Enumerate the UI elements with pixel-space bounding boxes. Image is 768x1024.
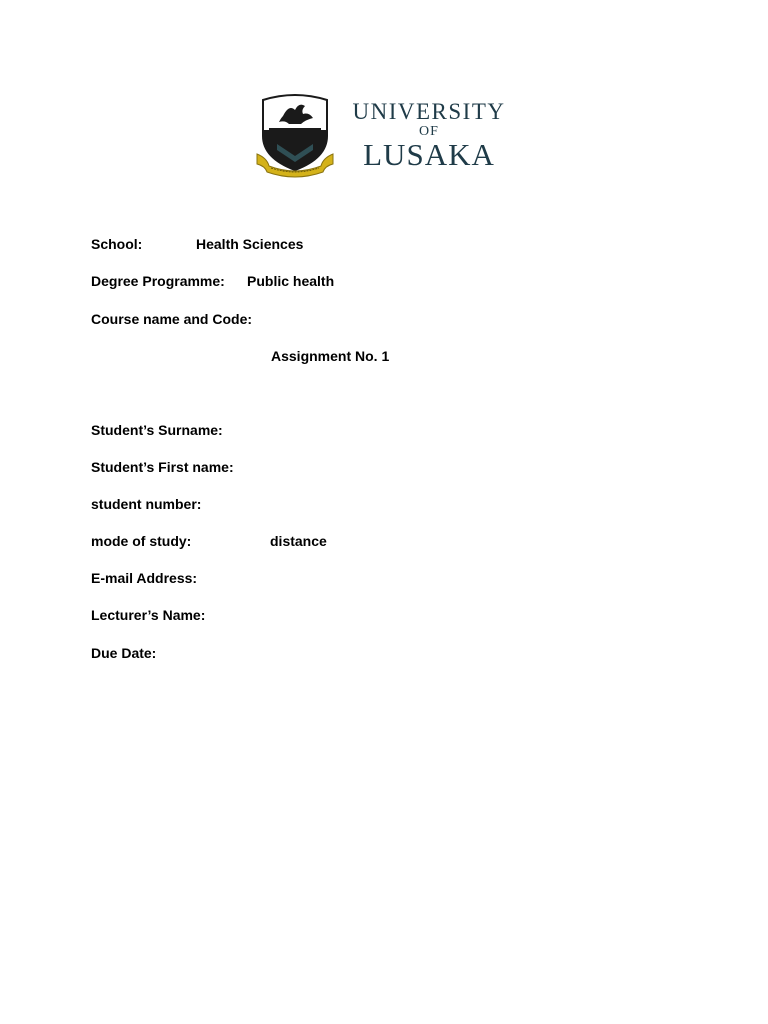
wordmark-lusaka: LUSAKA (363, 137, 495, 172)
university-wordmark (341, 100, 517, 171)
due-date-label: Due Date: (91, 645, 157, 661)
school-label: School: (91, 236, 143, 252)
wordmark-university: UNIVERSITY (352, 99, 506, 124)
degree-label: Degree Programme: (91, 273, 225, 289)
mode-of-study-label: mode of study: (91, 533, 192, 549)
email-label: E-mail Address: (91, 570, 198, 586)
student-number-label: student number: (91, 496, 202, 512)
course-label: Course name and Code: (91, 311, 253, 327)
mode-of-study-value: distance (270, 533, 327, 549)
university-logo (255, 92, 517, 182)
lecturer-label: Lecturer’s Name: (91, 607, 206, 623)
first-name-label: Student’s First name: (91, 459, 234, 475)
assignment-number: Assignment No. 1 (271, 348, 390, 364)
school-value: Health Sciences (196, 236, 304, 252)
surname-label: Student’s Surname: (91, 422, 223, 438)
university-crest-icon (255, 92, 335, 180)
degree-value: Public health (247, 273, 335, 289)
wordmark-of: OF (419, 124, 439, 139)
